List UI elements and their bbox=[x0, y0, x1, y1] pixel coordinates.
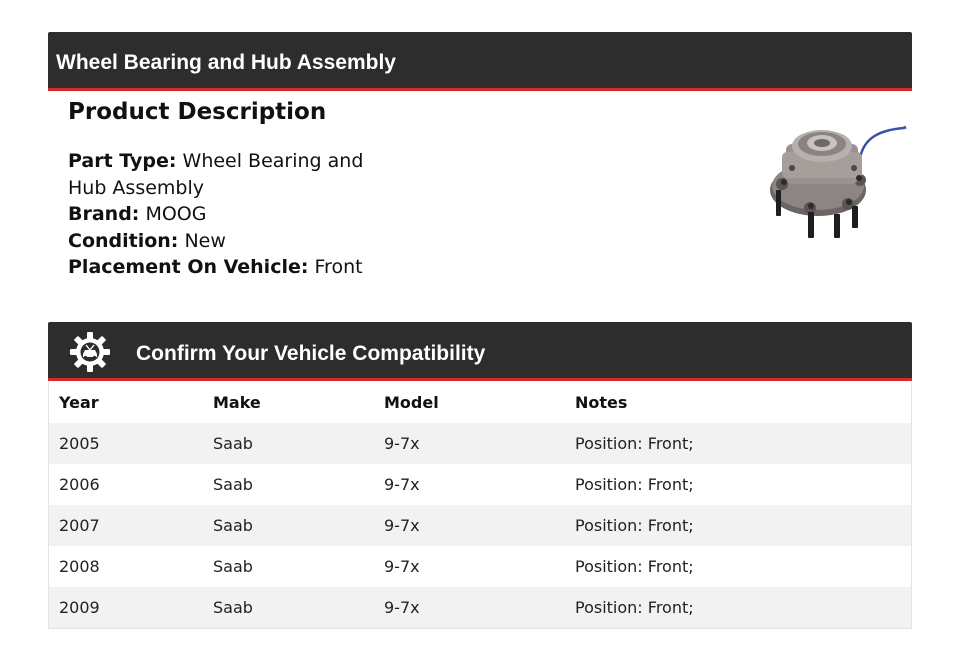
compatibility-bar bbox=[48, 322, 912, 381]
cell-make: Saab bbox=[213, 516, 253, 535]
cell-model: 9-7x bbox=[384, 557, 420, 576]
spec-list bbox=[68, 148, 398, 281]
spec-value: MOOG bbox=[145, 203, 207, 225]
cell-notes: Position: Front; bbox=[575, 434, 694, 453]
cell-notes: Position: Front; bbox=[575, 516, 694, 535]
product-title: Wheel Bearing and Hub Assembly bbox=[56, 51, 396, 74]
cell-notes: Position: Front; bbox=[575, 598, 694, 617]
cell-year: 2006 bbox=[59, 475, 100, 494]
cell-year: 2007 bbox=[59, 516, 100, 535]
cell-notes: Position: Front; bbox=[575, 557, 694, 576]
spec-label: Condition: bbox=[68, 229, 179, 252]
compatibility-title: Confirm Your Vehicle Compatibility bbox=[136, 342, 486, 365]
cell-year: 2005 bbox=[59, 434, 100, 453]
spec-value: New bbox=[184, 229, 226, 252]
cell-year: 2008 bbox=[59, 557, 100, 576]
column-header-year: Year bbox=[59, 392, 99, 412]
column-header-model: Model bbox=[384, 392, 439, 412]
table-row bbox=[49, 464, 911, 505]
table-row bbox=[49, 587, 911, 628]
spec-placement bbox=[68, 254, 398, 281]
cell-model: 9-7x bbox=[384, 516, 420, 535]
cell-make: Saab bbox=[213, 557, 253, 576]
spec-label: Brand: bbox=[68, 203, 140, 225]
table-row bbox=[49, 505, 911, 546]
table-row bbox=[49, 546, 911, 587]
column-header-make: Make bbox=[213, 392, 261, 412]
spec-brand bbox=[68, 201, 398, 228]
cell-model: 9-7x bbox=[384, 598, 420, 617]
cell-model: 9-7x bbox=[384, 434, 420, 453]
spec-part-type bbox=[68, 148, 398, 201]
product-title-bar bbox=[48, 32, 912, 91]
cell-year: 2009 bbox=[59, 598, 100, 617]
spec-label: Placement On Vehicle: bbox=[68, 256, 309, 278]
cell-make: Saab bbox=[213, 475, 253, 494]
spec-label: Part Type: bbox=[68, 150, 177, 172]
table-header-row bbox=[49, 381, 911, 423]
wheel-hub-bearing-image bbox=[764, 118, 908, 244]
table-row bbox=[49, 423, 911, 464]
cell-make: Saab bbox=[213, 434, 253, 453]
spec-value: Wheel Bearing and Hub Assembly bbox=[68, 150, 364, 199]
product-description-section bbox=[68, 96, 728, 281]
cell-notes: Position: Front; bbox=[575, 475, 694, 494]
cell-model: 9-7x bbox=[384, 475, 420, 494]
product-description-heading: Product Description bbox=[68, 99, 327, 125]
cell-make: Saab bbox=[213, 598, 253, 617]
spec-value: Front bbox=[314, 256, 363, 278]
spec-condition bbox=[68, 228, 398, 255]
compatibility-table bbox=[48, 381, 912, 629]
column-header-notes: Notes bbox=[575, 392, 628, 412]
gear-car-icon bbox=[68, 330, 112, 374]
